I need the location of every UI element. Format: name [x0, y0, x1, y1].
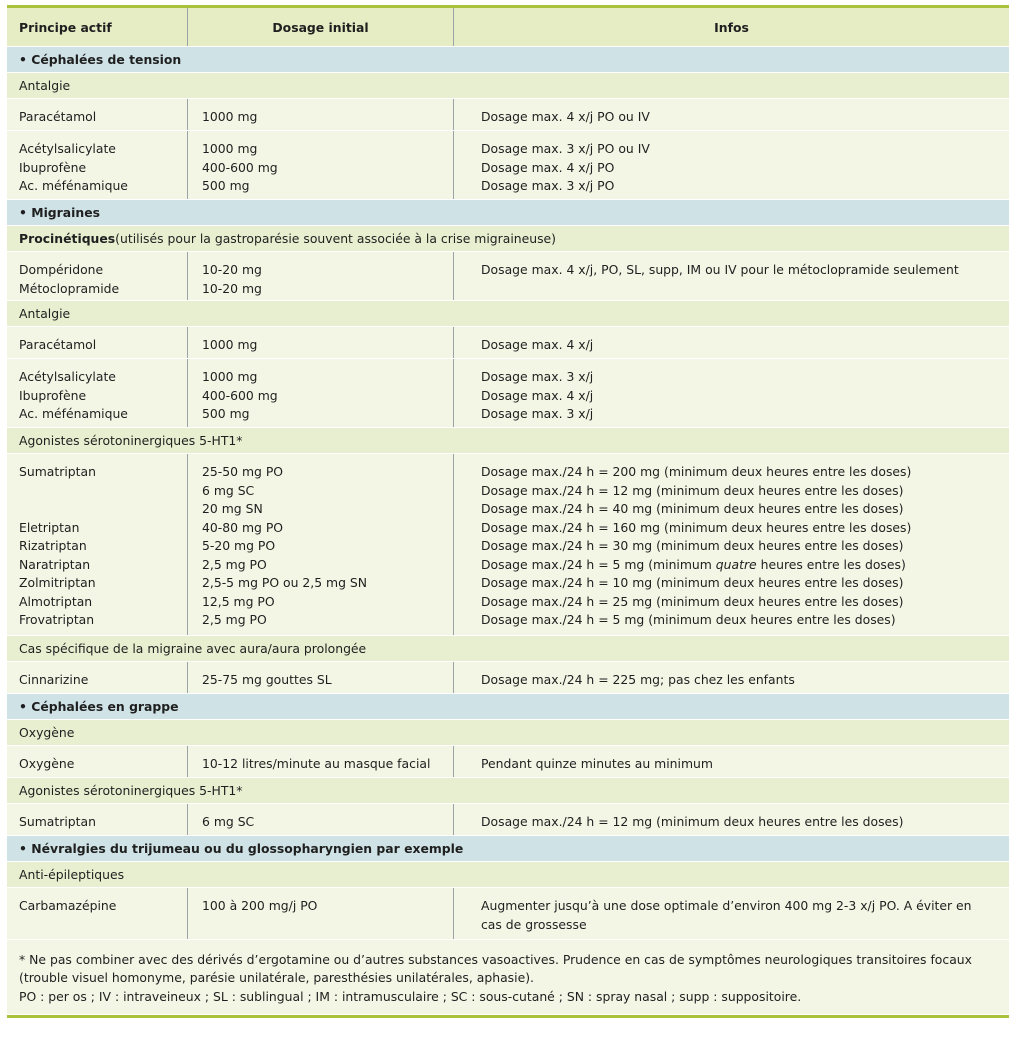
group-procinetiques [7, 226, 1009, 252]
cell-infos [454, 327, 1009, 358]
cell-dosage-initial [188, 327, 454, 358]
cell-line: Ibuprofène [19, 387, 87, 403]
group-antalgie: Antalgie [7, 301, 1009, 327]
cell-line: Dosage max./24 h = 12 mg (minimum deux heures entre les doses) [481, 814, 904, 829]
cell-dosage-initial [188, 888, 454, 939]
cell-line: 1000 mg [202, 141, 258, 156]
medication-table [7, 5, 1009, 1018]
cell-line: 2,5 mg PO [202, 556, 267, 572]
cell-line: Dosage max./24 h = 5 mg (minimum quatre heures entre les doses) [481, 556, 906, 572]
cell-line [19, 500, 187, 519]
cell-line: 10-20 mg [202, 262, 262, 277]
cell-line: 400-600 mg [202, 387, 278, 403]
cell-dosage-initial [188, 662, 454, 693]
cell-line: Sumatriptan [19, 814, 96, 829]
cell-line: Dosage max. 3 x/j PO [481, 178, 615, 193]
header-infos: Infos [714, 19, 749, 35]
table-row [7, 252, 1009, 301]
group-migraine-aura: Cas spécifique de la migraine avec aura/aura prolongée [7, 636, 1009, 662]
group-procinetiques-note: (utilisés pour la gastroparésie souvent associée à la crise migraineuse) [115, 231, 557, 246]
cell-line: Acétylsalicylate [19, 141, 116, 156]
cell-infos [454, 888, 1009, 939]
cell-line: Dompéridone [19, 262, 104, 277]
header-dosage-initial: Dosage initial [188, 8, 454, 46]
table-row [7, 888, 1009, 940]
cell-line: Dosage max./24 h = 10 mg (minimum deux heures entre les doses) [481, 575, 904, 590]
cell-line: Rizatriptan [19, 538, 87, 553]
cell-infos [454, 746, 1009, 777]
cell-line: 25-75 mg gouttes SL [202, 672, 332, 687]
cell-dosage-initial [188, 746, 454, 777]
cell-line: Oxygène [19, 756, 75, 771]
cell-line: Naratriptan [19, 556, 91, 572]
cell-principe-actif [7, 99, 188, 130]
cell-principe-actif [7, 327, 188, 358]
cell-line: Carbamazépine [19, 898, 117, 913]
cell-infos [454, 252, 1009, 300]
cell-line: 2,5-5 mg PO ou 2,5 mg SN [202, 575, 368, 590]
cell-line: 400-600 mg [202, 159, 278, 175]
cell-line: Paracétamol [19, 109, 97, 124]
cell-line: Dosage max. 3 x/j [481, 406, 594, 421]
cell-principe-actif [7, 252, 188, 300]
cell-principe-actif [7, 662, 188, 693]
footnote-abbreviations: PO : per os ; IV : intraveineux ; SL : sublingual ; IM : intramusculaire ; SC : sous-cutané ; SN : spray nasal ; supp : suppositoire. [19, 988, 802, 1004]
cell-line: Dosage max. 3 x/j PO ou IV [481, 141, 650, 156]
cell-line: Frovatriptan [19, 612, 95, 627]
cell-infos [454, 99, 1009, 130]
cell-line: Métoclopramide [19, 280, 120, 296]
cell-dosage-initial [188, 252, 454, 300]
table-row [7, 454, 1009, 636]
cell-infos [454, 359, 1009, 427]
cell-line: 25-50 mg PO [202, 464, 284, 479]
cell-line: 2,5 mg PO [202, 612, 267, 627]
group-antalgie: Antalgie [7, 73, 1009, 99]
cell-line: Dosage max. 3 x/j [481, 369, 594, 384]
table-row [7, 131, 1009, 200]
cell-line: Dosage max. 4 x/j [481, 387, 594, 403]
cell-line: 20 mg SN [202, 501, 263, 516]
group-agonistes-5ht1: Agonistes sérotoninergiques 5-HT1* [7, 428, 1009, 454]
cell-principe-actif [7, 888, 188, 939]
cell-infos [454, 662, 1009, 693]
cell-line: 1000 mg [202, 369, 258, 384]
table-row [7, 746, 1009, 778]
section-nevralgies: • Névralgies du trijumeau ou du glossopharyngien par exemple [7, 836, 1009, 862]
cell-line: Dosage max./24 h = 12 mg (minimum deux heures entre les doses) [481, 482, 904, 498]
cell-line: Dosage max. 4 x/j [481, 337, 594, 352]
cell-line: Ac. méfénamique [19, 178, 128, 193]
cell-dosage-initial [188, 131, 454, 199]
cell-line: Almotriptan [19, 593, 93, 609]
cell-line: 6 mg SC [202, 482, 255, 498]
cell-infos [454, 454, 1009, 635]
section-cephalees-tension: • Céphalées de tension [7, 47, 1009, 73]
table-row [7, 662, 1009, 694]
cell-dosage-initial [188, 359, 454, 427]
header-principe-actif: Principe actif [7, 8, 188, 46]
group-anti-epileptiques: Anti-épileptiques [7, 862, 1009, 888]
cell-line: Ibuprofène [19, 159, 87, 175]
section-cephalees-grappe: • Céphalées en grappe [7, 694, 1009, 720]
footnote-warning: * Ne pas combiner avec des dérivés d’ergotamine ou d’autres substances vasoactives. Prudence en cas de symptômes neurologiques transitoires focaux (trouble visuel homonyme, parésie unilatérale, paresthésies unilatérales, aphasie). [19, 952, 972, 986]
cell-line: 6 mg SC [202, 814, 255, 829]
group-oxygene: Oxygène [7, 720, 1009, 746]
cell-line: Dosage max./24 h = 225 mg; pas chez les enfants [481, 672, 795, 687]
cell-line: Pendant quinze minutes au minimum [481, 756, 713, 771]
cell-principe-actif [7, 746, 188, 777]
table-row [7, 359, 1009, 428]
cell-line: Augmenter jusqu’à une dose optimale d’environ 400 mg 2-3 x/j PO. A éviter en cas de grossesse [481, 898, 972, 932]
group-procinetiques-title: Procinétiques [19, 231, 116, 246]
cell-line: 500 mg [202, 406, 250, 421]
cell-principe-actif [7, 454, 188, 635]
cell-line: Dosage max./24 h = 5 mg (minimum deux heures entre les doses) [481, 612, 896, 627]
cell-line: Zolmitriptan [19, 575, 96, 590]
cell-line: 500 mg [202, 178, 250, 193]
cell-line: 10-20 mg [202, 280, 262, 296]
section-migraines: • Migraines [7, 200, 1009, 226]
cell-infos [454, 131, 1009, 199]
cell-line: Dosage max./24 h = 200 mg (minimum deux heures entre les doses) [481, 464, 912, 479]
cell-line: Dosage max. 4 x/j PO [481, 159, 615, 175]
cell-infos [454, 804, 1009, 835]
cell-line: Cinnarizine [19, 672, 89, 687]
cell-dosage-initial [188, 99, 454, 130]
cell-principe-actif [7, 359, 188, 427]
cell-principe-actif [7, 804, 188, 835]
cell-line: 10-12 litres/minute au masque facial [202, 756, 431, 771]
cell-line: Dosage max./24 h = 30 mg (minimum deux heures entre les doses) [481, 538, 904, 553]
group-agonistes-5ht1: Agonistes sérotoninergiques 5-HT1* [7, 778, 1009, 804]
cell-line [19, 482, 187, 501]
cell-line: Dosage max. 4 x/j, PO, SL, supp, IM ou IV pour le métoclopramide seulement [481, 262, 959, 277]
cell-dosage-initial [188, 804, 454, 835]
cell-line: Acétylsalicylate [19, 369, 116, 384]
table-row [7, 804, 1009, 836]
cell-line: Dosage max. 4 x/j PO ou IV [481, 109, 650, 124]
cell-principe-actif [7, 131, 188, 199]
cell-line: Dosage max./24 h = 40 mg (minimum deux heures entre les doses) [481, 501, 904, 516]
cell-line: 100 à 200 mg/j PO [202, 898, 318, 913]
table-row [7, 99, 1009, 131]
cell-line: 40-80 mg PO [202, 519, 284, 535]
table-header [7, 8, 1009, 47]
cell-line: 1000 mg [202, 337, 258, 352]
cell-line: Ac. méfénamique [19, 406, 128, 421]
cell-line: Eletriptan [19, 519, 80, 535]
cell-line: 12,5 mg PO [202, 593, 275, 609]
cell-line: Dosage max./24 h = 160 mg (minimum deux heures entre les doses) [481, 519, 912, 535]
cell-line: 1000 mg [202, 109, 258, 124]
footnote [7, 940, 1009, 1015]
table-row [7, 327, 1009, 359]
cell-line: Sumatriptan [19, 464, 96, 479]
emphasis: quatre [715, 556, 757, 572]
cell-dosage-initial [188, 454, 454, 635]
cell-line: Dosage max./24 h = 25 mg (minimum deux heures entre les doses) [481, 593, 904, 609]
cell-line: 5-20 mg PO [202, 538, 276, 553]
cell-line: Paracétamol [19, 337, 97, 352]
